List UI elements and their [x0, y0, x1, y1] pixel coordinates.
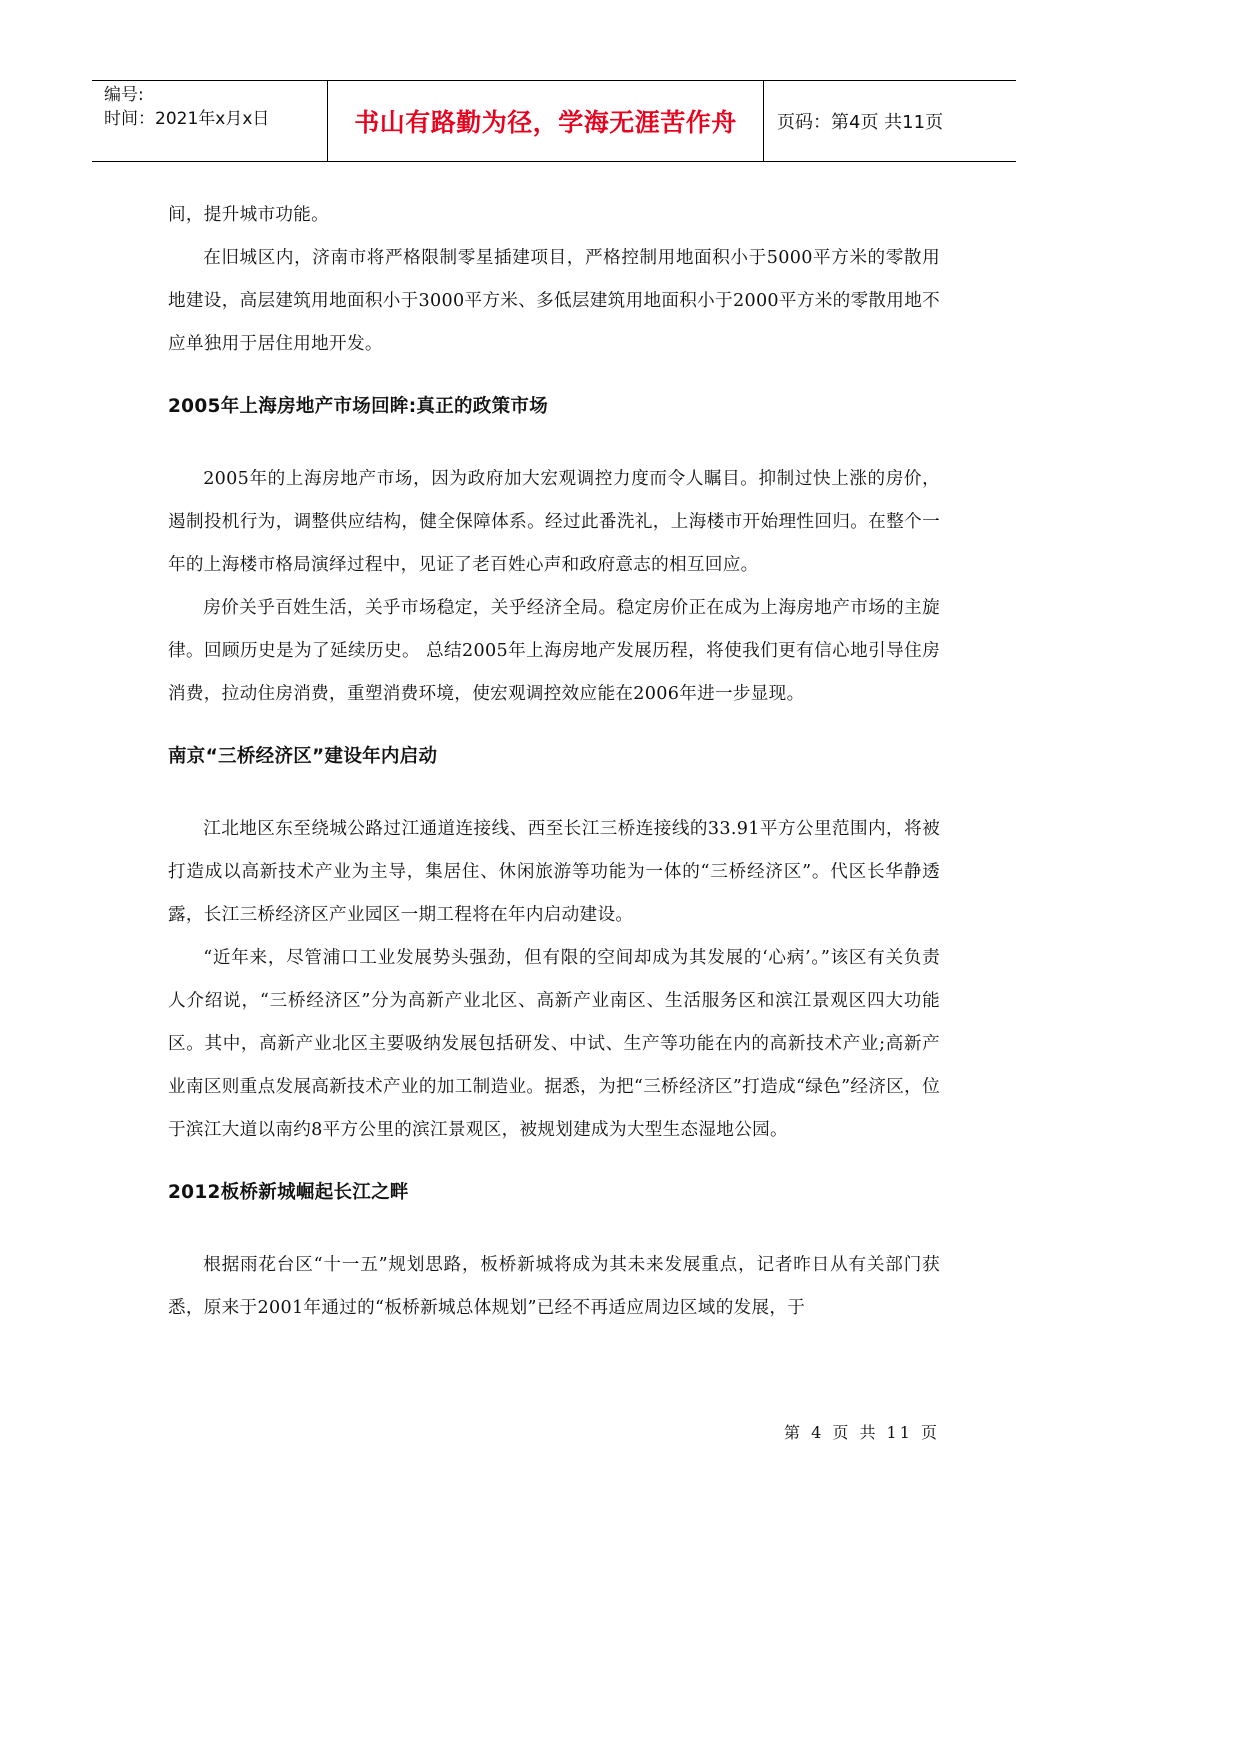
document-time-label: 时间：2021年x月x日 — [104, 109, 270, 129]
section-heading-shanghai-2005: 2005年上海房地产市场回眸:真正的政策市场 — [168, 396, 548, 417]
paragraph-shanghai-market: 2005年的上海房地产市场，因为政府加大宏观调控力度而令人瞩目。抑制过快上涨的房价，遏制投机行为，调整供应结构，健全保障体系。经过此番洗礼，上海楼市开始理性回归。在整个一年的上海楼市格局演绎过程中，见证了老百姓心声和政府意志的相互回应。 — [168, 469, 940, 575]
section-heading-banqiao-2012: 2012板桥新城崛起长江之畔 — [168, 1182, 409, 1203]
paragraph-jiangbei-area: 江北地区东至绕城公路过江通道连接线、西至长江三桥连接线的33.91平方公里范围内，将被打造成以高新技术产业为主导，集居住、休闲旅游等功能为一体的“三桥经济区”。代区长华静透露，长江三桥经济区产业园区一期工程将在年内启动建设。 — [168, 819, 940, 925]
header-motto: 书山有路勤为径，学海无涯苦作舟 — [354, 108, 737, 137]
paragraph-shanghai-prices: 房价关乎百姓生活，关乎市场稳定，关乎经济全局。稳定房价正在成为上海房地产市场的主旋律。回顾历史是为了延续历史。 总结2005年上海房地产发展历程，将使我们更有信心地引导住房消费，拉动住房消费，重塑消费环境，使宏观调控效应能在2006年进一步显现。 — [168, 598, 940, 704]
document-body — [168, 194, 940, 1330]
document-number-label: 编号: — [104, 85, 144, 105]
paragraph-banqiao-plan: 根据雨花台区“十一五”规划思路，板桥新城将成为其未来发展重点，记者昨日从有关部门获悉，原来于2001年通过的“板桥新城总体规划”已经不再适应周边区域的发展，于 — [168, 1255, 940, 1318]
section-heading-nanjing-sanqiao: 南京“三桥经济区”建设年内启动 — [168, 746, 438, 767]
page-header — [92, 80, 1016, 162]
header-page-cell — [764, 81, 1016, 161]
paragraph-pukou-industry: “近年来，尽管浦口工业发展势头强劲，但有限的空间却成为其发展的‘心病’。”该区有关负责人介绍说，“三桥经济区”分为高新产业北区、高新产业南区、生活服务区和滨江景观区四大功能区。其中，高新产业北区主要吸纳发展包括研发、中试、生产等功能在内的高新技术产业;高新产业南区则重点发展高新技术产业的加工制造业。据悉，为把“三桥经济区”打造成“绿色”经济区，位于滨江大道以南约8平方公里的滨江景观区，被规划建成为大型生态湿地公园。 — [168, 948, 940, 1140]
header-page-number: 页码：第4页 共11页 — [777, 112, 944, 133]
header-motto-cell — [328, 81, 764, 161]
paragraph-continuation: 间，提升城市功能。 — [168, 205, 330, 225]
header-meta-cell — [92, 81, 328, 161]
page-footer-number: 第 4 页 共 11 页 — [784, 1423, 940, 1442]
paragraph-jinan-old-city: 在旧城区内，济南市将严格限制零星插建项目，严格控制用地面积小于5000平方米的零散用地建设，高层建筑用地面积小于3000平方米、多低层建筑用地面积小于2000平方米的零散用地不应单独用于居住用地开发。 — [168, 248, 940, 354]
